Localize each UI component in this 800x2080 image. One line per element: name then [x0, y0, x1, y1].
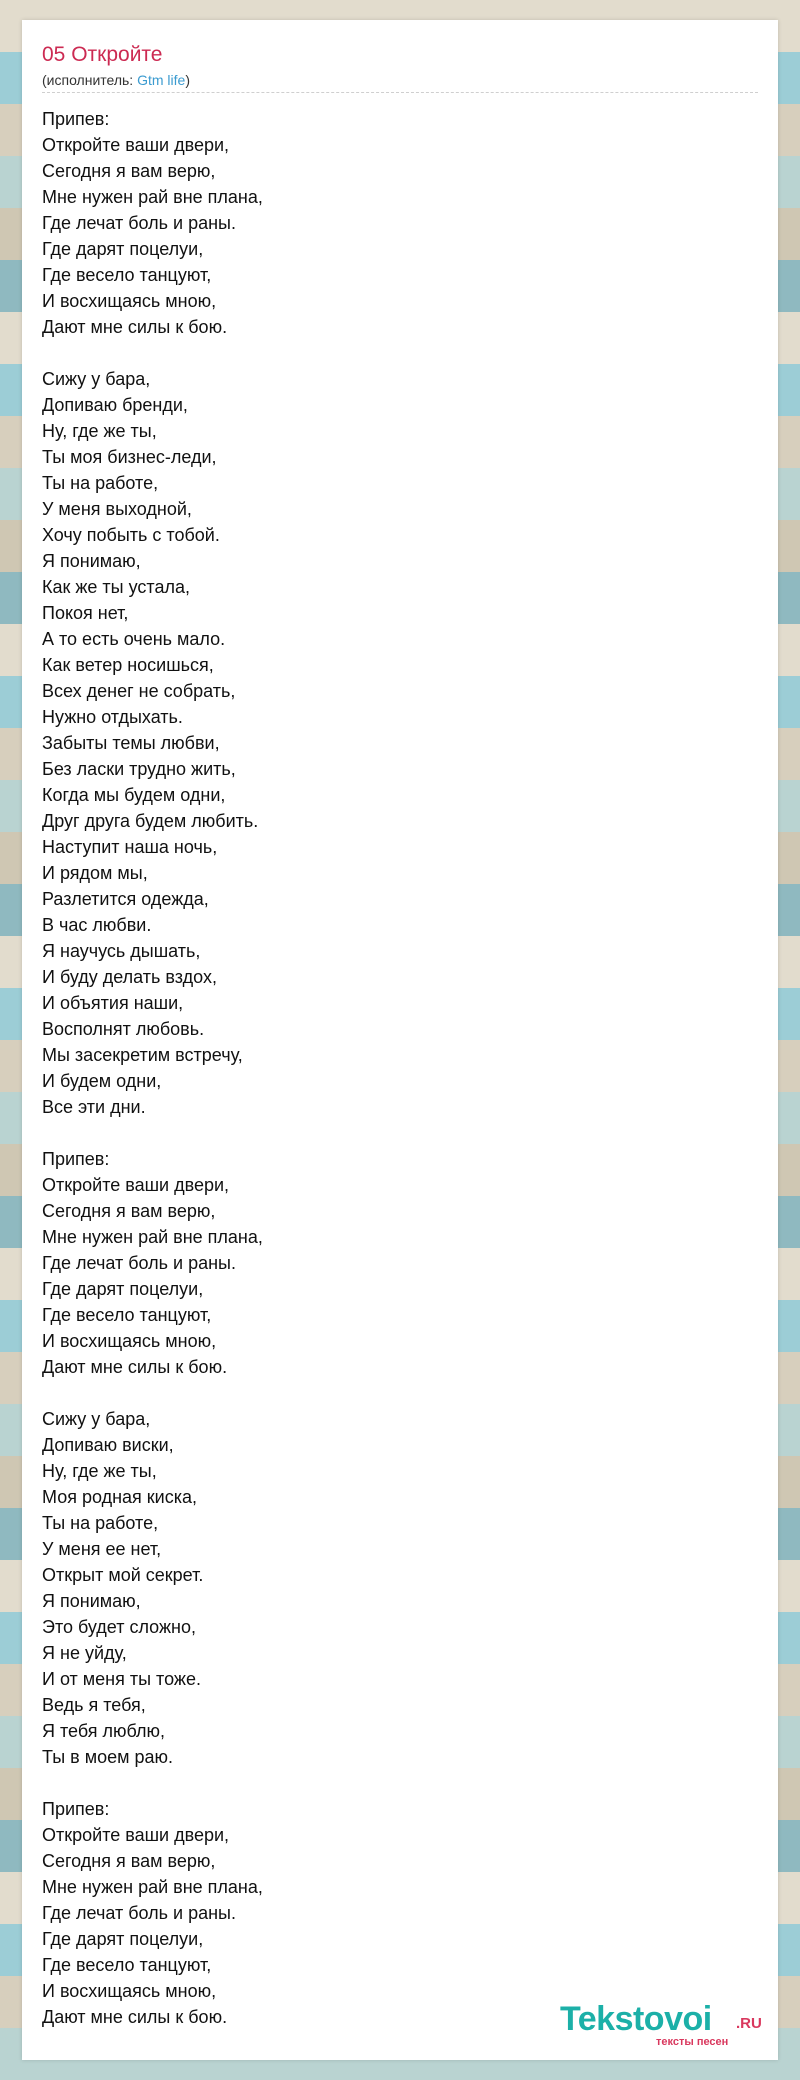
lyric-line: А то есть очень мало.	[42, 629, 226, 649]
lyric-line: Без ласки трудно жить,	[42, 759, 236, 779]
lyric-line: И будем одни,	[42, 1071, 162, 1091]
lyric-line: Где весело танцуют,	[42, 1305, 212, 1325]
logo-domain: .RU	[736, 2015, 762, 2032]
stanza-break	[42, 340, 742, 366]
lyric-line: И восхищаясь мною,	[42, 1331, 217, 1351]
lyric-line: Я понимаю,	[42, 551, 141, 571]
lyric-line: Ведь я тебя,	[42, 1695, 146, 1715]
lyric-line: Забыты темы любви,	[42, 733, 220, 753]
lyric-line: Где лечат боль и раны.	[42, 1903, 236, 1923]
lyric-line: Дают мне силы к бою.	[42, 2007, 228, 2027]
lyric-line: Нужно отдыхать.	[42, 707, 183, 727]
lyric-line: Где дарят поцелуи,	[42, 239, 204, 259]
lyric-line: Допиваю виски,	[42, 1435, 174, 1455]
lyric-line: Ты на работе,	[42, 1513, 159, 1533]
lyric-line: И восхищаясь мною,	[42, 1981, 217, 2001]
lyric-line: Дают мне силы к бою.	[42, 1357, 228, 1377]
lyric-line: Я не уйду,	[42, 1643, 127, 1663]
lyric-line: Ты моя бизнес-леди,	[42, 447, 217, 467]
lyric-line: И от меня ты тоже.	[42, 1669, 201, 1689]
stanza-break	[42, 1120, 742, 1146]
lyric-line: Мы засекретим встречу,	[42, 1045, 243, 1065]
artist-prefix: (исполнитель:	[42, 72, 138, 88]
lyric-line: Мне нужен рай вне плана,	[42, 1227, 263, 1247]
lyric-line: Это будет сложно,	[42, 1617, 196, 1637]
lyric-line: Я понимаю,	[42, 1591, 141, 1611]
song-card	[22, 20, 778, 2060]
lyric-line: И буду делать вздох,	[42, 967, 217, 987]
artist-line	[42, 71, 190, 89]
lyric-line: Друг друга будем любить.	[42, 811, 259, 831]
lyric-line: И рядом мы,	[42, 863, 148, 883]
lyric-line: Дают мне силы к бою.	[42, 317, 228, 337]
lyric-line: Открыт мой секрет.	[42, 1565, 204, 1585]
lyric-line: Как же ты устала,	[42, 577, 190, 597]
lyric-line: Ну, где же ты,	[42, 421, 157, 441]
lyric-line: Припев:	[42, 1799, 110, 1819]
lyric-line: Где дарят поцелуи,	[42, 1929, 204, 1949]
lyric-line: Где весело танцуют,	[42, 265, 212, 285]
lyric-line: Ну, где же ты,	[42, 1461, 157, 1481]
lyric-line: Сижу у бара,	[42, 369, 151, 389]
lyric-line: Покоя нет,	[42, 603, 129, 623]
song-title: 05 Откройте	[42, 43, 163, 66]
site-logo[interactable]	[560, 2002, 770, 2048]
lyrics-text	[42, 106, 742, 2030]
lyric-line: Допиваю бренди,	[42, 395, 188, 415]
stanza-break	[42, 1380, 742, 1406]
lyric-line: Припев:	[42, 1149, 110, 1169]
lyric-line: Где лечат боль и раны.	[42, 213, 236, 233]
lyric-line: Ты в моем раю.	[42, 1747, 174, 1767]
title-divider	[42, 92, 758, 93]
lyric-line: Всех денег не собрать,	[42, 681, 236, 701]
lyric-line: Откройте ваши двери,	[42, 1175, 230, 1195]
lyric-line: Где лечат боль и раны.	[42, 1253, 236, 1273]
lyric-line: Припев:	[42, 109, 110, 129]
lyric-line: Разлетится одежда,	[42, 889, 209, 909]
lyric-line: Восполнят любовь.	[42, 1019, 205, 1039]
lyric-line: Наступит наша ночь,	[42, 837, 218, 857]
artist-link[interactable]: Gtm life	[137, 72, 186, 88]
lyric-line: Откройте ваши двери,	[42, 1825, 230, 1845]
lyric-line: И объятия наши,	[42, 993, 184, 1013]
lyric-line: Откройте ваши двери,	[42, 135, 230, 155]
lyric-line: Хочу побыть с тобой.	[42, 525, 220, 545]
lyric-line: Сегодня я вам верю,	[42, 1851, 216, 1871]
lyric-line: Мне нужен рай вне плана,	[42, 187, 263, 207]
lyric-line: Все эти дни.	[42, 1097, 146, 1117]
logo-tagline: тексты песен	[656, 2036, 729, 2048]
lyric-line: Сегодня я вам верю,	[42, 1201, 216, 1221]
lyric-line: В час любви.	[42, 915, 152, 935]
lyric-line: Сегодня я вам верю,	[42, 161, 216, 181]
lyric-line: Мне нужен рай вне плана,	[42, 1877, 263, 1897]
lyric-line: У меня выходной,	[42, 499, 192, 519]
lyric-line: Моя родная киска,	[42, 1487, 197, 1507]
lyric-line: Ты на работе,	[42, 473, 159, 493]
lyric-line: Я тебя люблю,	[42, 1721, 166, 1741]
lyric-line: Как ветер носишься,	[42, 655, 214, 675]
lyric-line: И восхищаясь мною,	[42, 291, 217, 311]
artist-suffix: )	[185, 72, 190, 88]
logo-wordmark: Tekstovoi	[560, 2000, 712, 2038]
lyric-line: Где весело танцуют,	[42, 1955, 212, 1975]
lyric-line: Сижу у бара,	[42, 1409, 151, 1429]
stanza-break	[42, 1770, 742, 1796]
lyric-line: Когда мы будем одни,	[42, 785, 226, 805]
lyric-line: Я научусь дышать,	[42, 941, 201, 961]
lyric-line: Где дарят поцелуи,	[42, 1279, 204, 1299]
lyric-line: У меня ее нет,	[42, 1539, 162, 1559]
